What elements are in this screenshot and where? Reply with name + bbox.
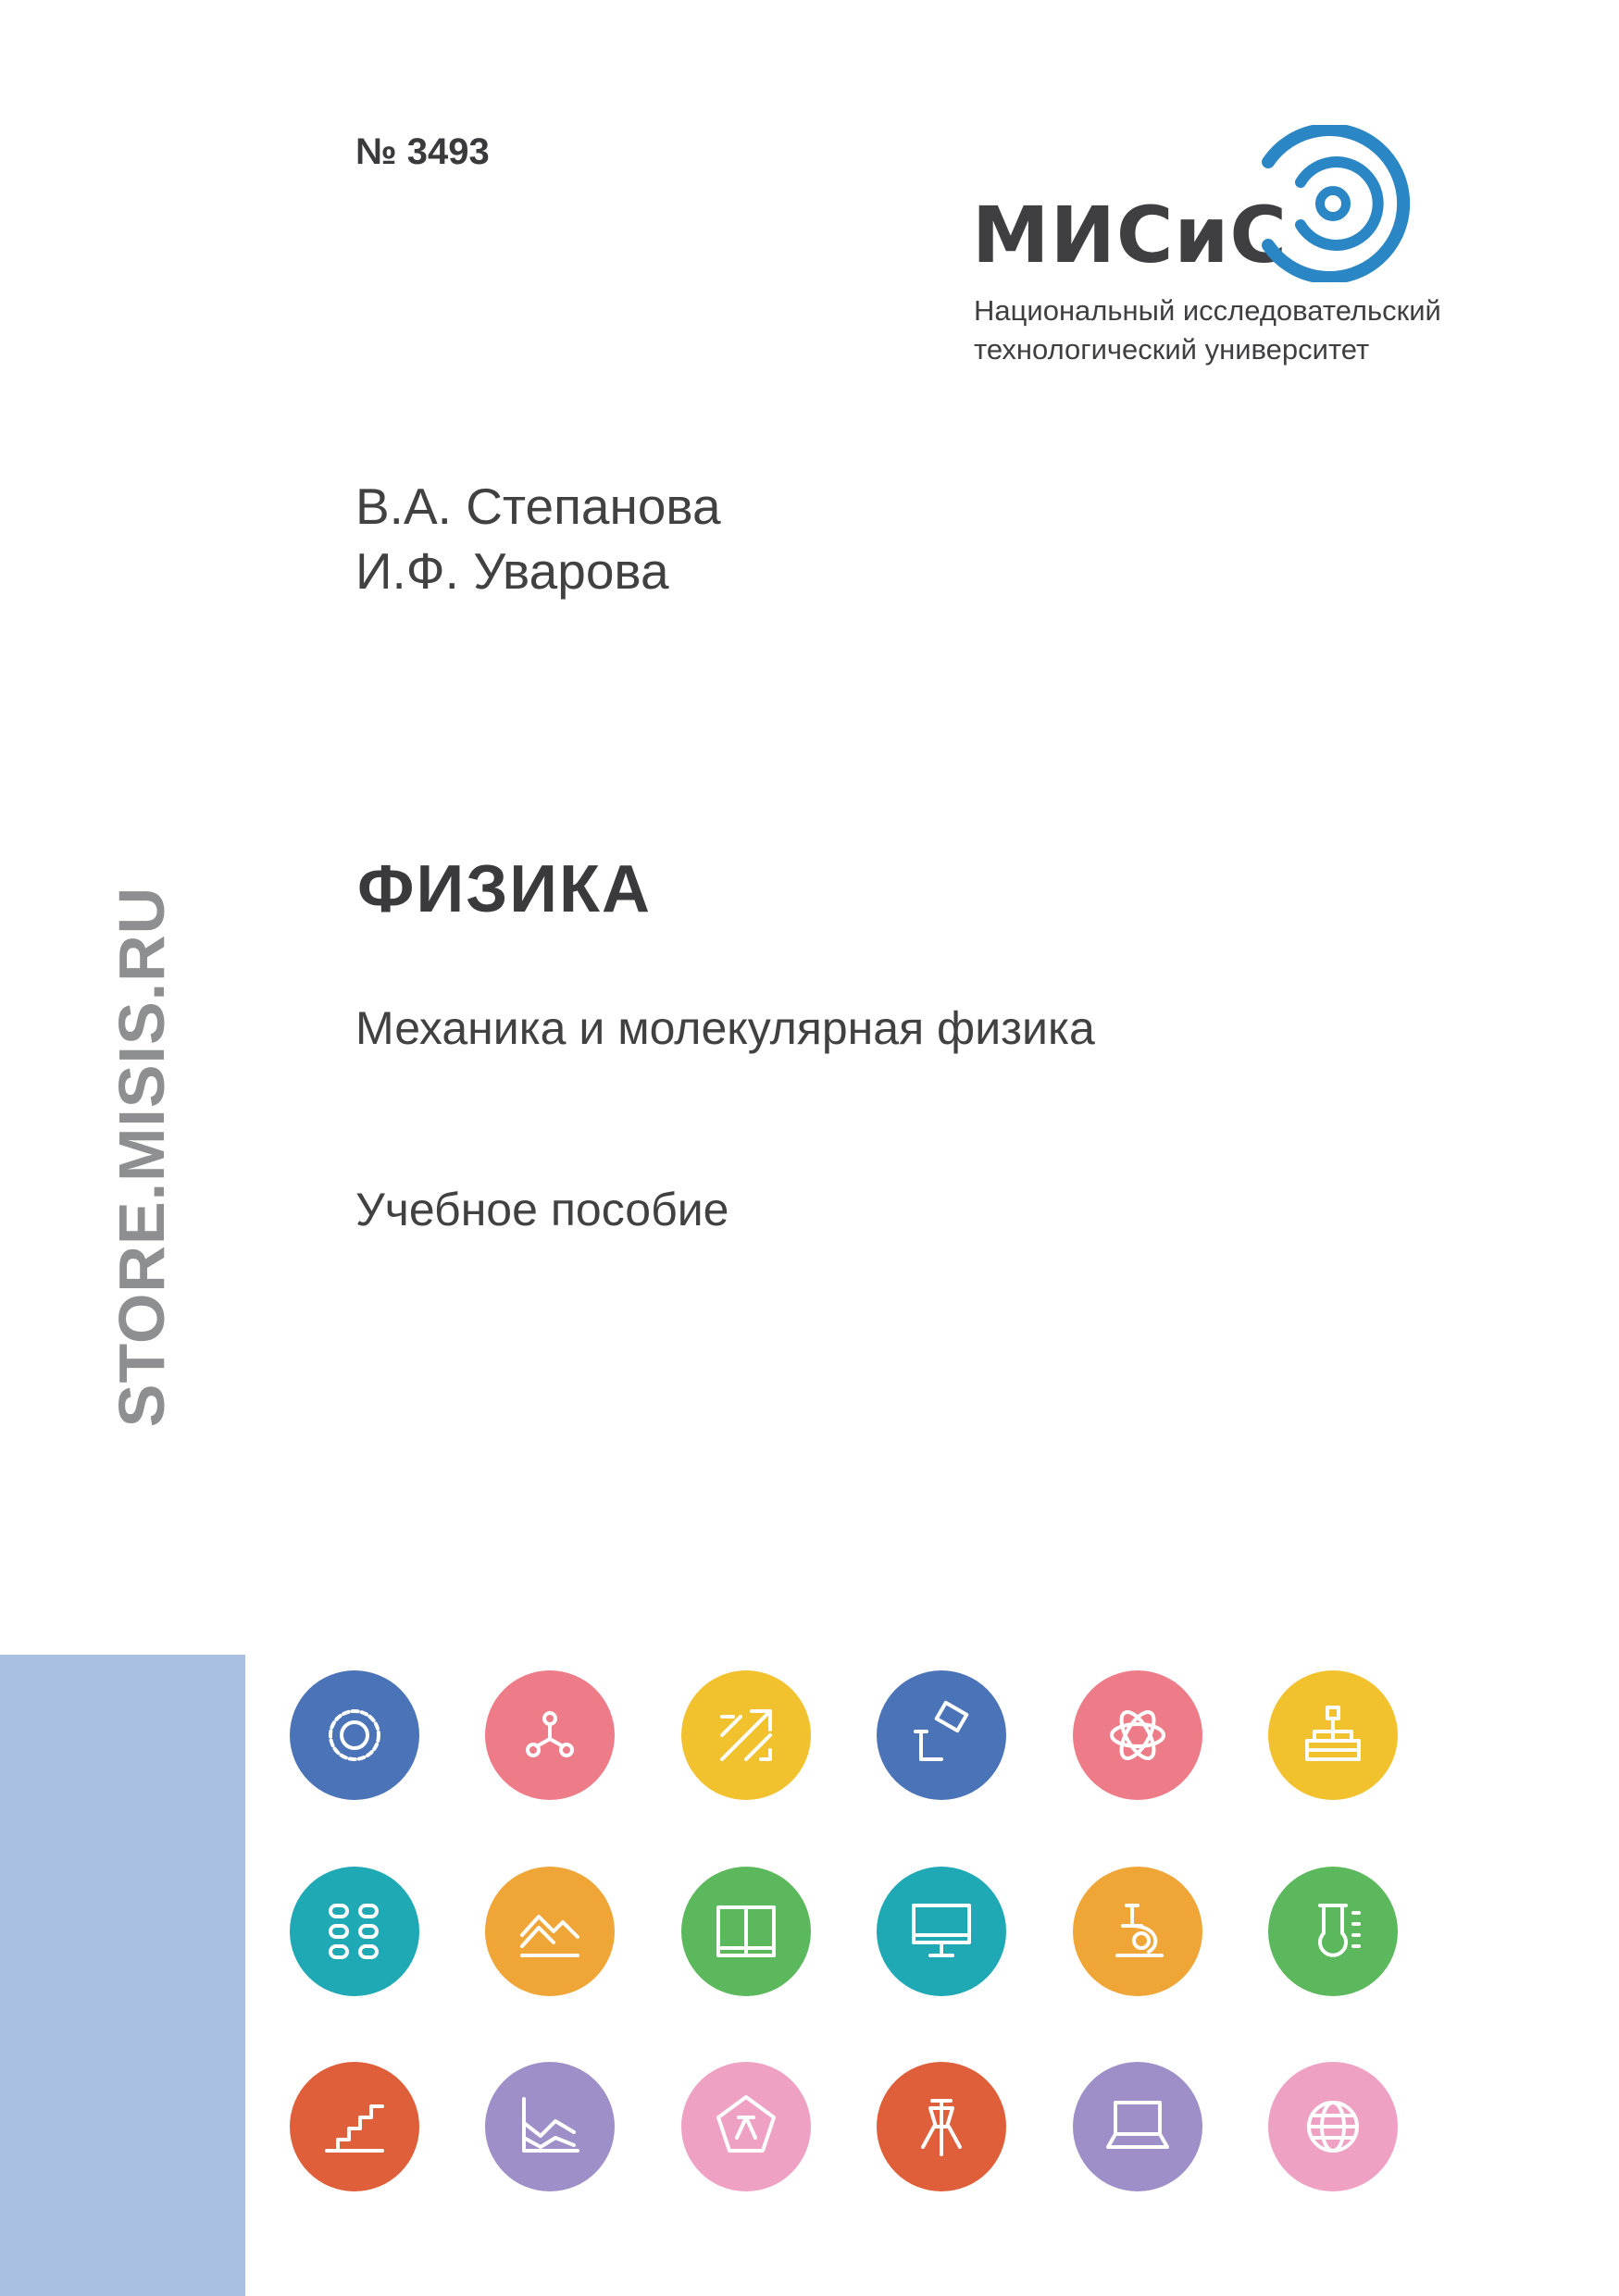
logo-subtitle-line2: технологический университет — [974, 333, 1370, 366]
monitor-icon — [877, 1867, 1006, 1996]
book-type: Учебное пособие — [355, 1184, 729, 1235]
chart-icon — [485, 2062, 615, 2191]
globe-icon — [1268, 2062, 1398, 2191]
book-title: ФИЗИКА — [357, 852, 652, 926]
rocket-icon — [877, 2062, 1006, 2191]
gear-icon — [290, 1670, 419, 1800]
author-2: И.Ф. Уварова — [355, 542, 669, 600]
spine-url: STORE.MISIS.RU — [106, 886, 178, 1428]
hierarchy-icon — [1268, 1670, 1398, 1800]
misis-concentric-arcs-icon — [1203, 125, 1416, 282]
logo-subtitle — [974, 292, 1441, 369]
molecule-icon — [485, 1670, 615, 1800]
misis-logo — [972, 125, 1490, 366]
arrows-icon — [681, 1670, 811, 1800]
laptop-icon — [1073, 2062, 1202, 2191]
pentagon-icon — [681, 2062, 811, 2191]
author-1: В.А. Степанова — [355, 478, 721, 535]
microscope-icon — [1073, 1867, 1202, 1996]
stairs-icon — [290, 2062, 419, 2191]
sidebar-color-block — [0, 1655, 245, 2296]
book-icon — [681, 1867, 811, 1996]
authors — [355, 474, 721, 603]
flask-icon — [1268, 1867, 1398, 1996]
atom-icon — [1073, 1670, 1202, 1800]
mountains-icon — [485, 1867, 615, 1996]
abacus-icon — [290, 1867, 419, 1996]
book-subtitle: Механика и молекулярная физика — [355, 1002, 1095, 1054]
logo-subtitle-line1: Национальный исследовательский — [974, 294, 1441, 327]
logo-wordmark: МИСиС — [972, 190, 1289, 280]
document-number: № 3493 — [355, 131, 490, 172]
ladle-icon — [877, 1670, 1006, 1800]
